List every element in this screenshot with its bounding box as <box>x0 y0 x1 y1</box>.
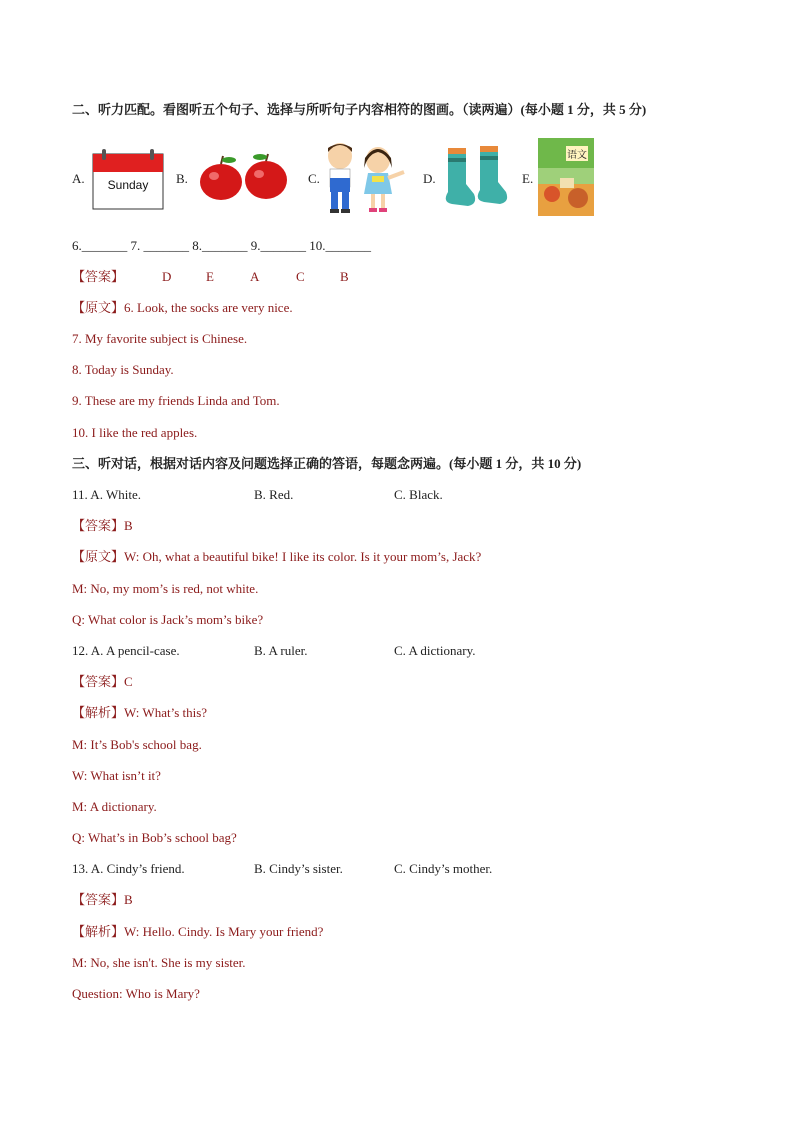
section2-heading: 二、听力匹配。看图听五个句子、选择与所听句子内容相符的图画。（读两遍）(每小题 1 分，共 5 分) <box>72 102 647 117</box>
script-tag: 【原文】 <box>72 300 125 315</box>
calendar-day-text: Sunday <box>107 178 149 192</box>
script-line-6: 【原文】6. Look, the socks are very nice. <box>72 300 293 315</box>
answer-6: D <box>162 269 172 284</box>
answer-7: E <box>206 269 214 284</box>
socks-icon <box>440 144 512 212</box>
q11-answer: 【答案】B <box>72 518 133 533</box>
q11-script-line-2: M: No, my mom’s is red, not white. <box>72 581 259 596</box>
picture-label-c: C. <box>308 171 320 186</box>
q13-script-line-2: M: No, she isn't. She is my sister. <box>72 955 246 970</box>
q12-option-a: 12. A. A pencil-case. <box>72 643 180 658</box>
script-line-8: 8. Today is Sunday. <box>72 362 174 377</box>
q11-script-line-1: 【原文】W: Oh, what a beautiful bike! I like its color. Is it your mom’s, Jack? <box>72 549 482 564</box>
q13-script-line-3: Question: Who is Mary? <box>72 986 200 1001</box>
section3-heading: 三、听对话，根据对话内容及问题选择正确的答语，每题念两遍。(每小题 1 分，共 10 分) <box>72 456 582 471</box>
q11-option-a: 11. A. White. <box>72 487 141 502</box>
q13-option-c: C. Cindy’s mother. <box>394 861 493 876</box>
q12-option-b: B. A ruler. <box>254 643 308 658</box>
q13-option-b: B. Cindy’s sister. <box>254 861 343 876</box>
script-line-10: 10. I like the red apples. <box>72 425 198 440</box>
q12-script-line-2: M: It’s Bob's school bag. <box>72 737 202 752</box>
answer-10: B <box>340 269 349 284</box>
answer-8: A <box>250 269 260 284</box>
boy-and-girl-icon <box>322 142 410 214</box>
answer-9: C <box>296 269 305 284</box>
answer-tag: 【答案】 <box>72 269 125 284</box>
q12-script-line-1: 【解析】W: What’s this? <box>72 705 208 720</box>
q13-option-a: 13. A. Cindy’s friend. <box>72 861 185 876</box>
q12-script-line-5: Q: What’s in Bob’s school bag? <box>72 830 237 845</box>
section2-answer-row <box>72 268 124 286</box>
q12-option-c: C. A dictionary. <box>394 643 476 658</box>
q11-option-b: B. Red. <box>254 487 294 502</box>
chinese-book-icon <box>538 138 594 216</box>
q12-script-line-3: W: What isn’t it? <box>72 768 161 783</box>
q13-script-line-1: 【解析】W: Hello. Cindy. Is Mary your friend? <box>72 924 324 939</box>
book-title-text: 语文 <box>566 146 588 161</box>
picture-label-a: A. <box>72 171 85 186</box>
script-line-7: 7. My favorite subject is Chinese. <box>72 331 248 346</box>
calendar-icon <box>92 148 164 210</box>
apples-icon <box>198 152 290 202</box>
answer-blanks: 6._______ 7. _______ 8._______ 9._______ 10._______ <box>72 238 371 253</box>
q12-script-line-4: M: A dictionary. <box>72 799 157 814</box>
q13-answer: 【答案】B <box>72 892 133 907</box>
picture-label-b: B. <box>176 171 188 186</box>
q11-option-c: C. Black. <box>394 487 443 502</box>
picture-label-d: D. <box>423 171 436 186</box>
picture-label-e: E. <box>522 171 534 186</box>
q11-script-line-3: Q: What color is Jack’s mom’s bike? <box>72 612 264 627</box>
script-line-9: 9. These are my friends Linda and Tom. <box>72 393 280 408</box>
q12-answer: 【答案】C <box>72 674 133 689</box>
